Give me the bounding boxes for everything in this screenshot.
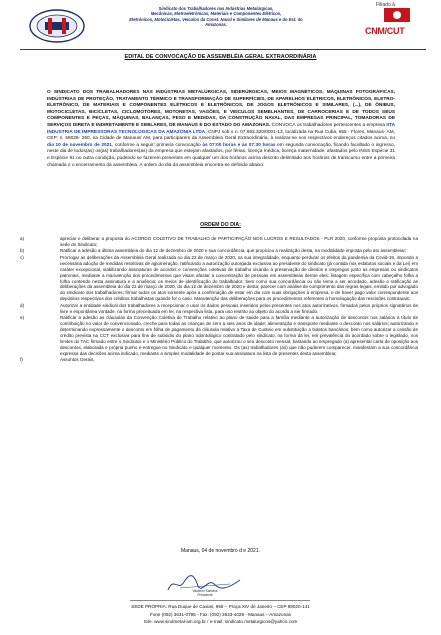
agenda-list: [20, 236, 418, 364]
agenda-item: [20, 255, 418, 302]
agenda-title: [0, 222, 441, 228]
agenda-item-letter: d): [20, 302, 25, 308]
union-logo: [28, 8, 86, 44]
agenda-item: [20, 248, 418, 254]
footer-phone: Fone (092) 3631-0795 - Fax: (092) 3633-4028 - Manaus – Amazonas: [150, 611, 291, 617]
signer-name: Valdemir Santana: [192, 589, 218, 593]
page-title-text: EDITAL DE CONVOCAÇÃO DE ASSEMBLÉIA GERAL EXTRAORDINÁRIA: [124, 54, 317, 60]
company-name: IITA INDUSTRIA DE IMPRESSORAS TECNOLOGICAS DA AMAZONIA LTDA: [47, 122, 395, 135]
footer-contact: Site: www.sindmetal-am.org.br / e-mail: sindicato.metalurgicos@yahoo.com: [143, 619, 298, 625]
union-name-line: Amazonas.: [204, 21, 228, 27]
intro-union-name: O SINDICATO DOS TRABALHADORES NAS INDÚSTRIAS METALÚRGICAS, SIDERÚRGICAS, MEIOS MAGNÉTICOS, MÁQUINAS FOTOGRÁFICAS, INDÚSTRIAS DE PROTEÇÃO, TRATAMENTO TÉRMICO E TRANSFORMAÇÃO DE SUPERFÍCIES, DE APARELHOS ELÉTRICOS, ELETRÔNICOS, ELETRO-ELETRÔNICO, DE MATERIAIS E COMPONENTES ELÉTRICOS E ELETRÔNICOS, DE JOGOS ELETRÔNICOS E SIMILARES, (...), DE ÔNIBUS, MOTOCICLETAS, BICICLETAS, CICLOMOTORES, MOTONETAS, VAGÕES, E VEÍCULOS SEMELHANTES, DE CARROCERIAS E DE TODOS SEUS COMPONENTES E PEÇAS, MÁQUINAS, BALANÇAS, PESO E MEDIDAS, DA CONSTRUÇÃO NAVAL, DAS EMPRESAS PRINCIPAL, TOMADORAS DE SERVIÇOS DIRETA E INDIRETAMENTE E SIMILARES, DE MANAUS E DO ESTADO DO AMAZONAS.: [47, 90, 395, 128]
agenda-item-text: Ratificar a adesão as cláusulas da Convenção Coletiva de Trabalho relativo ao plano de saúde para a família mediante a autorização de descontos nos salários à título de contribuição no valor de convencionado, creche para todas as crianças de zero a seis anos de idade; alimentação e transporte mediante o desconto nos salários; autorizando e determinando expressamente o desconto em folha de pagamento da cláusula relativa a Taxa de Custeio em substituição a boletos bancários, bem como autorizar a cessão de crédito prevista na CCT exclusiva para fins de subsidio do plano odontológico contratado pelo sindicato, na forma da lei, em prevalência do acordado sobre o legislado, nos limites do TAC firmado entre o Sindicato e o Ministério Público do Trabalho, que autorizou o seu desconto mensal, bastando ao empregado (a) apresentar carta de oposição aos descontos, elaborada e própria punho e entregue no Sindicato e qualquer momento. Os (as) trabalhadores (as) que não puderem comparecer, manifestam a sua concordância expressa das decisões acima indicado, mediante a simples modalidade de postar sua assinatura na lista de presentes desta assembleia;: [60, 315, 418, 356]
header-divider: [20, 49, 426, 50]
agenda-title-text: ORDEM DO DIA:: [200, 222, 241, 228]
agenda-item-letter: c): [20, 254, 24, 260]
affiliation-label: Filiado à: [376, 2, 395, 8]
page-title: [0, 54, 441, 60]
intro-text: em segunda convocação, ficando facultado o ingresso, neste dia de todos(as) os(as) trabalhadores(as) da empresa que estejam afastados, por férias, licença médica, licença maternidade, afastados pelo INSS Espécie 31 e Espécie 91 ou outra condição, podendo se fazerem presentes em qualquer um dos horários acima descrito delimitado aos horários de transcurso entre a primeira chamada e o encerramento da assembleia. A ordem do dia da assembleia encontra-se definida abaixo:: [47, 142, 395, 168]
agenda-item-text: Assuntos Gerais.: [60, 357, 95, 363]
cnm-cut-logo: [364, 4, 430, 46]
assembly-date: dia 10 de novembro de 2021: [47, 142, 112, 148]
intro-paragraph: [47, 90, 395, 169]
agenda-item-text: Ratificar a adesão a última assembleia do dia 12 de dezembro de 2020 e sua concordância, que propiciou a realização desta, na modalidade imposta pelo ato assembleiar;: [60, 248, 407, 254]
union-name-line: Mecânicas, Eletroeletrônicas, Materiais e Componentes Elétricos,: [150, 11, 282, 17]
footer: [0, 603, 441, 626]
agenda-item-text: Prorrogar as deliberações da Assembleia Geral realizada no dia 22 de março de 2020, na sua integralidade, enquanto perdurar os efeitos da pandemia da Covid-19, impondo a necessária adoção de medidas restritivas de aglomeração, ratificando a autorização outorgada exclusiva ao presidente do sindicato (já contida nos estatutos sociais e da Lei) em caráter excepcional, viabilizando assinaturas de acordos e convenções coletivas de trabalho visando a preservação de direitos e empregos junto as empresas ou sindicatos patronais, mediante a manutenção dos procedimentos que visam afastar a concentração de pessoas em assembleias dentre eles: listagem específica com cabeçalho folha a folha contendo nesta assinatura e a anuência; os meios de identificação do trabalhador; bem como sua concordância ou não tema a ser acordado, adesão e ratificação as deliberações da assembleia do dia 22 de março de 2020, do dia 12 de dezembro de 2020 e desta; parecer com análise de cumprimento das regras legais, emitido por advogado do sindicato dos trabalhadores; firmar todos os atos somente após a confirmação de estar em dia com suas obrigações à empresa, e de haver pago valor correspondente aos depósitos respectivos dos créditos trabalhistas quando for o caso. Manutenção das deliberações para os procedimentos referentes a homologação das rescisões contratuais;: [60, 254, 418, 302]
agenda-item: [20, 357, 418, 363]
agenda-item: [20, 303, 418, 315]
intro-text: CONVOCA os trabalhadores pertencentes a empresa: [270, 122, 387, 128]
agenda-item-letter: f): [20, 357, 23, 363]
cnm-cut-logo-text: CNM/CUT: [365, 26, 405, 36]
signer-role: Presidente: [197, 592, 213, 597]
agenda-item: [20, 315, 418, 356]
header: [20, 4, 430, 48]
agenda-item-text: apreciar e deliberar a proposta do ACORDO COLETIVO DE TRABALHO de PARTICIPAÇÃO NOS LUCROS E RESULTADOS - PLR 2020, conforme proposta protocolada na sede do Sindicato;: [60, 236, 418, 247]
union-name: [92, 6, 340, 27]
agenda-item-text: Autorizar a entidade sindical dos trabalhadores a recepcionar e usar os dados pessoais inseridos pelos presentes nos atos autorizativos, firmados pelos próprios signatários de livre e espontânea vontade, na forma preceituada em lei, na respectiva lista, para uso restrito ao objeto do acordo a ser firmado.: [60, 302, 418, 314]
intro-text: , CNPJ sob o n. 07.693.320/0001-13, localizada na Rua Cuba, 655 - Flores, Manaus- AM, CEP: n. 69028- 260, na Cidade de Manaus/ AM, para participarem da Assembleia Geral Extraordinária, à realizar-se nos respectivos endereços citados acima, no: [47, 129, 395, 142]
union-name-line: Eletrônicos, Motocicletas, Veículos da Const. Naval e Similares de Manaus e do Est. do: [129, 16, 303, 22]
assembly-times: às 07:00 horas e às 07:30 horas: [202, 142, 276, 148]
union-name-line: Sindicato dos Trabalhadores nas Indústrias Metalúrgicas,: [158, 6, 274, 11]
footer-address: SEDE PRÓPRIA: Rua Duque de Caxias, 958 – Praça XIV de Janeiro – CEP 69020-141: [131, 604, 310, 609]
agenda-item-letter: a): [20, 236, 25, 241]
intro-text: , conforme a seguir: primeira convocação: [111, 142, 203, 148]
agenda-item-letter: e): [20, 315, 25, 321]
agenda-item-letter: b): [20, 248, 25, 254]
document-date: Manaus, 04 de novembro d e 2021.: [181, 548, 260, 554]
agenda-item: [20, 236, 418, 248]
signature-caption: [150, 590, 260, 598]
footer-divider: [130, 600, 310, 601]
